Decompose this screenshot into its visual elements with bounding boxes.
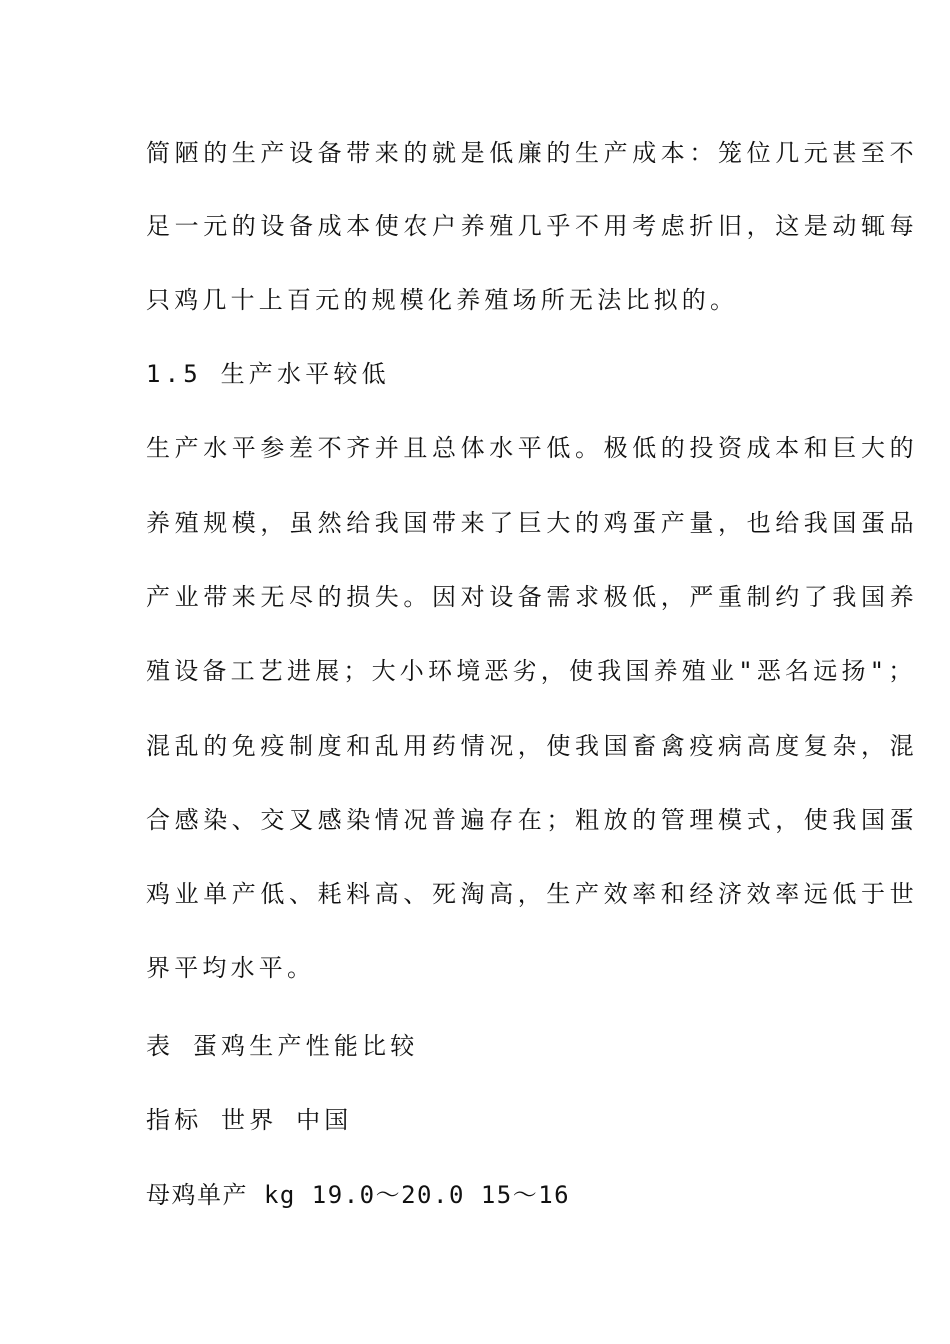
paragraph-1-line-3: 只鸡几十上百元的规模化养殖场所无法比拟的。 <box>146 286 739 314</box>
table-caption: 表 蛋鸡生产性能比较 <box>146 1032 419 1060</box>
paragraph-2-line-4: 殖设备工艺进展；大小环境恶劣，使我国养殖业"恶名远扬"； <box>146 657 917 685</box>
paragraph-2-line-6: 合感染、交叉感染情况普遍存在；粗放的管理模式，使我国蛋 <box>146 806 919 834</box>
table-header-row: 指标 世界 中国 <box>146 1106 353 1134</box>
paragraph-1-line-1: 简陋的生产设备带来的就是低廉的生产成本：笼位几元甚至不 <box>146 139 919 167</box>
paragraph-2-line-7: 鸡业单产低、耗料高、死淘高，生产效率和经济效率远低于世 <box>146 880 919 908</box>
paragraph-2-line-2: 养殖规模，虽然给我国带来了巨大的鸡蛋产量，也给我国蛋品 <box>146 509 919 537</box>
paragraph-1-line-2: 足一元的设备成本使农户养殖几乎不用考虑折旧，这是动辄每 <box>146 212 919 240</box>
section-heading: 1.5 生产水平较低 <box>146 360 390 388</box>
table-row: 母鸡单产 kg 19.0～20.0 15～16 <box>146 1181 571 1209</box>
paragraph-2-line-1: 生产水平参差不齐并且总体水平低。极低的投资成本和巨大的 <box>146 434 919 462</box>
paragraph-2-line-5: 混乱的免疫制度和乱用药情况，使我国畜禽疫病高度复杂，混 <box>146 732 919 760</box>
paragraph-2-line-8: 界平均水平。 <box>146 954 316 982</box>
paragraph-2-line-3: 产业带来无尽的损失。因对设备需求极低，严重制约了我国养 <box>146 583 919 611</box>
